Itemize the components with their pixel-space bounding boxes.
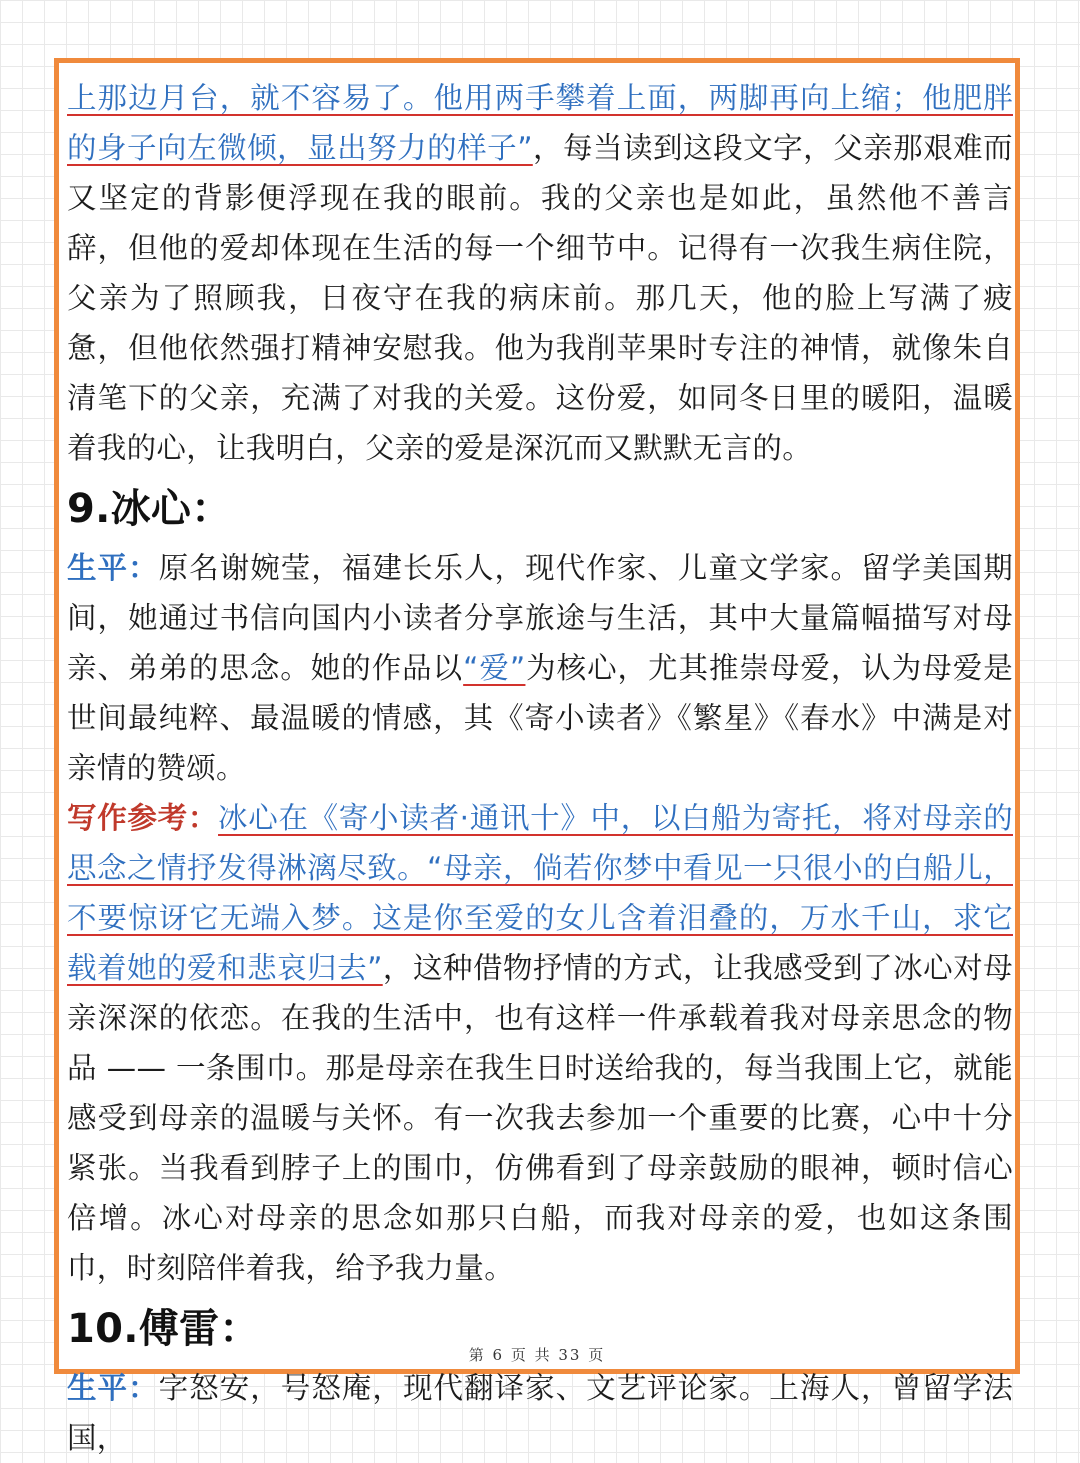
bingxin-bio-text2: 为核心，尤其推崇母爱，认为母爱是世间最纯粹、最温暖的情感，其《寄小读者》《繁星》《春水》中满是对亲情的赞颂。 [67,651,1013,785]
page-frame [54,58,1020,1455]
section8-paragraph [67,73,1013,473]
zhu-ziqing-quote: 上那边月台，就不容易了。他用两手攀着上面，两脚再向上缩；他肥胖的身子向左微倾，显出努力的样子” [67,81,1013,165]
bingxin-reference-paragraph [67,793,1013,1293]
bingxin-reference-text: ，这种借物抒情的方式，让我感受到了冰心对母亲深深的依恋。在我的生活中，也有这样一件承载着我对母亲思念的物品 —— 一条围巾。那是母亲在我生日时送给我的，每当我围上它，就能感受到母亲的温暖与关怀。有一次我去参加一个重要的比赛，心中十分紧张。当我看到脖子上的围巾，仿佛看到了母亲鼓励的眼神，顿时信心倍增。冰心对母亲的思念如那只白船，而我对母亲的爱，也如这条围巾，时刻陪伴着我，给予我力量。 [67,951,1013,1285]
section10-heading: 10.傅雷： [67,1306,260,1352]
section9-heading: 9.冰心： [67,486,232,532]
bingxin-bio-highlight: “爱” [463,651,526,685]
bingxin-bio-paragraph [67,543,1013,793]
fulei-bio-paragraph [67,1363,1013,1463]
bingxin-reference-quote: 冰心在《寄小读者·通讯十》中，以白船为寄托，将对母亲的思念之情抒发得淋漓尽致。“母亲，倘若你梦中看见一只很小的白船儿，不要惊讶它无端入梦。这是你至爱的女儿含着泪叠的，万水千山，求它载着她的爱和悲哀归去” [67,801,1013,985]
bingxin-bio-text1: 原名谢婉莹，福建长乐人，现代作家、儿童文学家。留学美国期间，她通过书信向国内小读者分享旅途与生活，其中大量篇幅描写对母亲、弟弟的思念。她的作品以 [67,551,1013,685]
fulei-bio-text: 字怒安，号怒庵，现代翻译家、文艺评论家。上海人，曾留学法国， [67,1371,1013,1455]
section8-text: ，每当读到这段文字，父亲那艰难而又坚定的背影便浮现在我的眼前。我的父亲也是如此，虽然他不善言辞，但他的爱却体现在生活的每一个细节中。记得有一次我生病住院，父亲为了照顾我，日夜守在我的病床前。那几天，他的脸上写满了疲惫，但他依然强打精神安慰我。他为我削苹果时专注的神情，就像朱自清笔下的父亲，充满了对我的关爱。这份爱，如同冬日里的暖阳，温暖着我的心，让我明白，父亲的爱是深沉而又默默无言的。 [67,131,1013,465]
bingxin-bio-label: 生平： [67,551,159,585]
page-content [67,73,1013,1463]
bingxin-reference-label: 写作参考： [67,801,219,835]
fulei-bio-label: 生平： [67,1371,159,1405]
page-number-footer: 第 6 页 共 33 页 [468,1346,606,1364]
